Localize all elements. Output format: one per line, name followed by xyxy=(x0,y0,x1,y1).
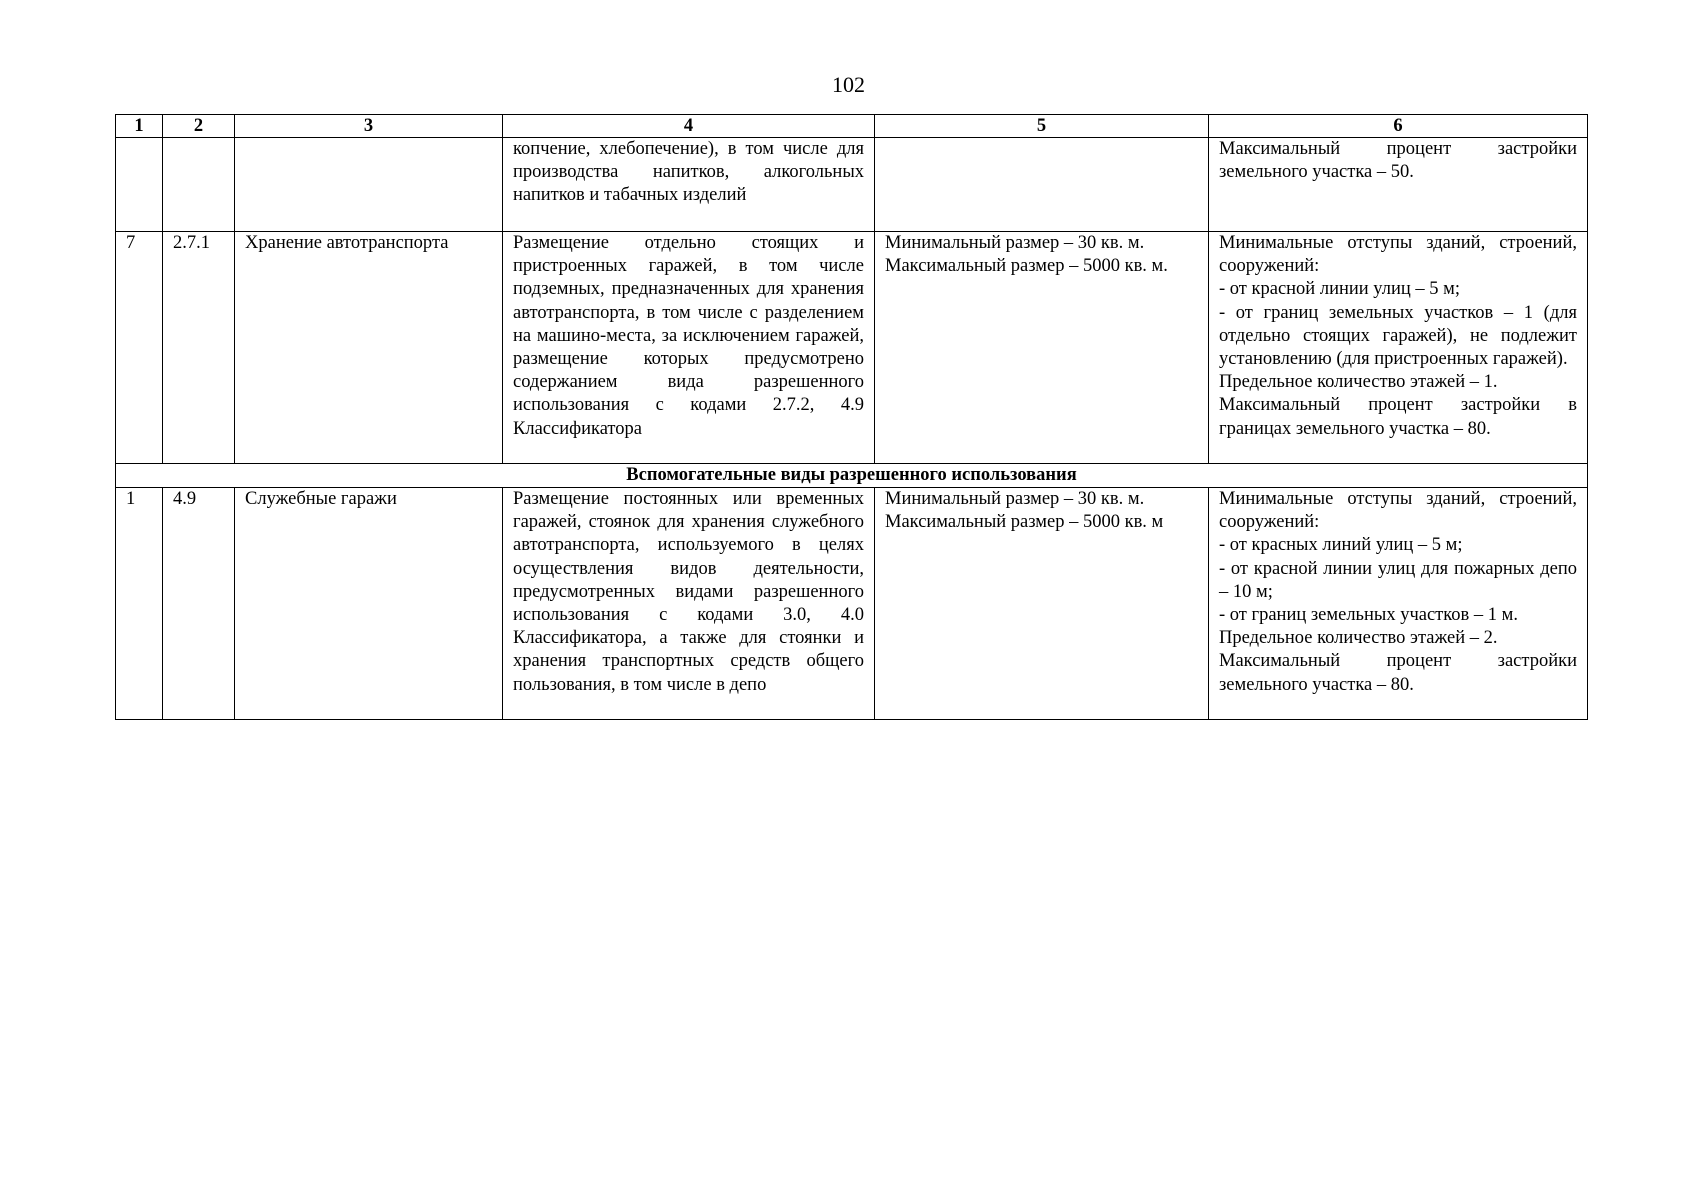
size-cell xyxy=(875,138,1209,232)
header-cell-3: 3 xyxy=(235,115,503,138)
code-cell: 4.9 xyxy=(163,488,235,720)
header-cell-5: 5 xyxy=(875,115,1209,138)
size-max-line: Максимальный размер – 5000 кв. м. xyxy=(885,256,1168,277)
use-name-cell: Хранение автотранспорта xyxy=(235,232,503,464)
section-title: Вспомогательные виды разрешенного использования xyxy=(116,464,1588,488)
row-number-cell xyxy=(116,138,163,232)
description-cell: Размещение постоянных или временных гаражей, стоянок для хранения служебного автотранспорта, используемого в целях осуществления видов деятельности, предусмотренных видами разрешенного использования с кодами 3.0, 4.0 Классификатора, а также для стоянки и хранения транспортных средств общего пользования, в том числе в депо xyxy=(503,488,875,720)
table-row xyxy=(116,488,1588,720)
header-cell-2: 2 xyxy=(163,115,235,138)
parameter-line: Максимальный процент застройки в границах земельного участка – 80. xyxy=(1219,395,1577,439)
parameter-line: Минимальные отступы зданий, строений, сооружений: xyxy=(1219,233,1577,277)
size-max-line: Максимальный размер – 5000 кв. м xyxy=(885,512,1164,533)
size-cell xyxy=(875,232,1209,464)
header-cell-6: 6 xyxy=(1209,115,1588,138)
header-cell-1: 1 xyxy=(116,115,163,138)
section-row xyxy=(116,464,1588,488)
size-cell xyxy=(875,488,1209,720)
table-row xyxy=(116,138,1588,232)
size-min-line: Минимальный размер – 30 кв. м. xyxy=(885,233,1145,253)
parameter-line: Предельное количество этажей – 2. xyxy=(1219,628,1498,649)
parameter-line: Предельное количество этажей – 1. xyxy=(1219,372,1498,393)
code-cell xyxy=(163,138,235,232)
use-name-cell: Служебные гаражи xyxy=(235,488,503,720)
row-number-cell: 1 xyxy=(116,488,163,720)
parameters-cell xyxy=(1209,138,1588,232)
use-name-cell xyxy=(235,138,503,232)
description-cell: копчение, хлебопечение), в том числе для производства напитков, алкогольных напитков и табачных изделий xyxy=(503,138,875,232)
parameter-line: - от красной линии улиц – 5 м; xyxy=(1219,279,1460,300)
parameter-line: - от красных линий улиц – 5 м; xyxy=(1219,535,1463,556)
row-number-cell: 7 xyxy=(116,232,163,464)
table-row xyxy=(116,232,1588,464)
parameter-line: - от красной линии улиц для пожарных депо – 10 м; xyxy=(1219,558,1577,602)
page-number: 102 xyxy=(832,72,865,97)
parameter-line: Максимальный процент застройки земельного участка – 80. xyxy=(1219,651,1577,695)
parameters-cell xyxy=(1209,488,1588,720)
parameter-line: - от границ земельных участков – 1 (для отдельно стоящих гаражей), не подлежит установлению (для пристроенных гаражей). xyxy=(1219,302,1577,370)
table-header-row xyxy=(116,115,1588,138)
description-cell: Размещение отдельно стоящих и пристроенных гаражей, в том числе подземных, предназначенных для хранения автотранспорта, в том числе с разделением на машино-места, за исключением гаражей, размещение которых предусмотрено содержанием вида разрешенного использования с кодами 2.7.2, 4.9 Классификатора xyxy=(503,232,875,464)
size-min-line: Минимальный размер – 30 кв. м. xyxy=(885,489,1145,509)
header-cell-4: 4 xyxy=(503,115,875,138)
parameters-cell xyxy=(1209,232,1588,464)
parameter-line: Максимальный процент застройки земельного участка – 50. xyxy=(1219,139,1577,183)
parameter-line: Минимальные отступы зданий, строений, сооружений: xyxy=(1219,489,1577,533)
zoning-table xyxy=(115,114,1588,720)
parameter-line: - от границ земельных участков – 1 м. xyxy=(1219,605,1518,626)
code-cell: 2.7.1 xyxy=(163,232,235,464)
